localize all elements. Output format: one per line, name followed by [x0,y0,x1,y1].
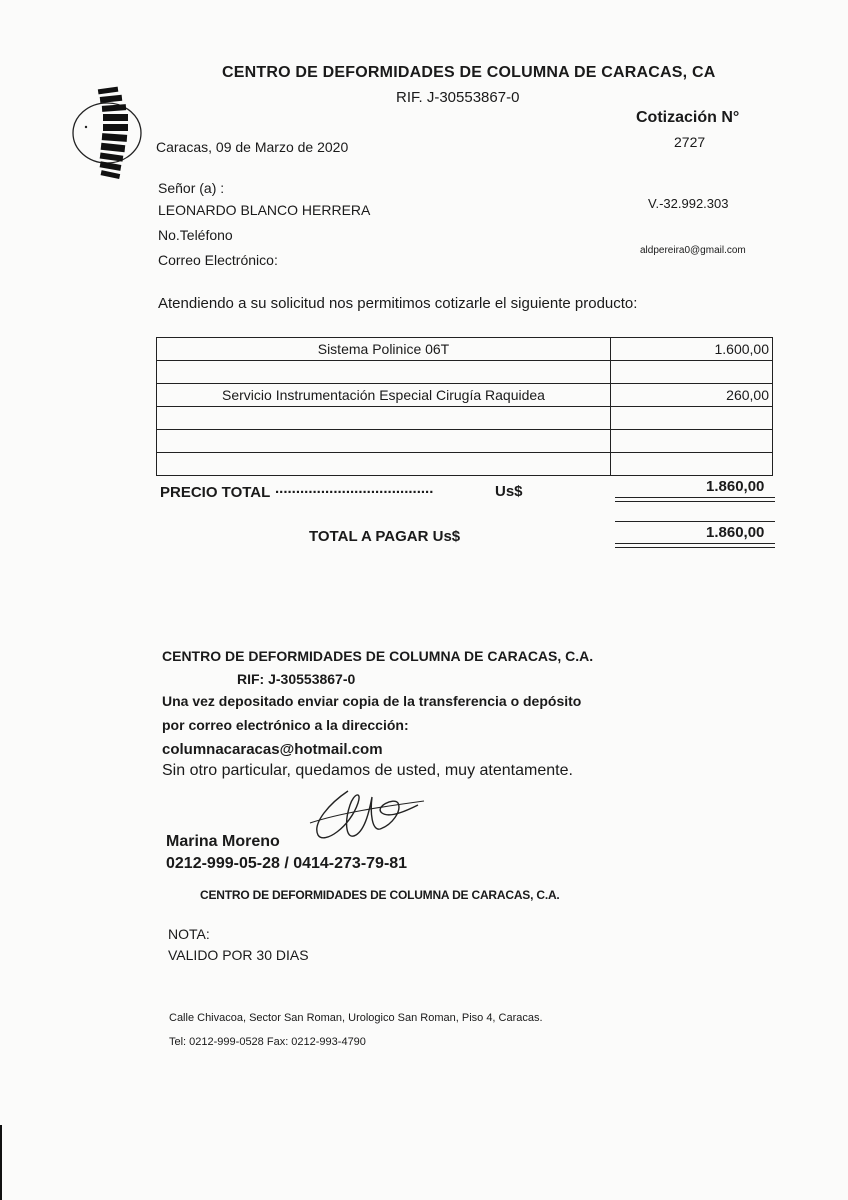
quote-label: Cotización N° [636,109,740,126]
item-amount [611,430,773,453]
signer-phone: 0212-999-05-28 / 0414-273-79-81 [166,855,408,872]
total-line [615,521,775,522]
total-line [615,547,775,548]
table-row [157,453,773,476]
total-line [615,543,775,544]
closing-text: Sin otro particular, quedamos de usted, muy atentamente. [162,762,573,779]
footer-company: CENTRO DE DEFORMIDADES DE COLUMNA DE CARACAS, C.A. [162,648,594,664]
client-name: LEONARDO BLANCO HERRERA [158,202,371,218]
phone-label: No.Teléfono [158,227,233,243]
precio-total-dots: ...................................... [275,480,434,497]
item-amount: 260,00 [611,384,773,407]
table-row [157,361,773,384]
company-tel-fax: Tel: 0212-999-0528 Fax: 0212-993-4790 [169,1036,366,1048]
precio-total-value: 1.860,00 [706,478,765,495]
instructions-line-2: por correo electrónico a la dirección: [162,717,409,733]
item-description [157,361,611,384]
company-stamp: CENTRO DE DEFORMIDADES DE COLUMNA DE CARACAS, C.A. [200,888,560,902]
item-amount [611,361,773,384]
footer-rif: RIF: J-30553867-0 [237,671,356,687]
item-amount [611,407,773,430]
total-pagar-value: 1.860,00 [706,524,765,541]
item-description [157,453,611,476]
table-row [157,407,773,430]
signer-name: Marina Moreno [166,833,280,850]
item-description [157,407,611,430]
company-logo [70,85,160,185]
total-pagar-label: TOTAL A PAGAR Us$ [309,528,461,545]
client-email: aldpereira0@gmail.com [640,245,746,256]
company-name: CENTRO DE DEFORMIDADES DE COLUMNA DE CARACAS, CA [222,64,716,81]
precio-total-currency: Us$ [495,483,523,500]
table-row [157,430,773,453]
item-amount: 1.600,00 [611,338,773,361]
quote-number: 2727 [674,134,706,150]
client-id: V.-32.992.303 [648,196,729,211]
signature [300,783,430,848]
email-label: Correo Electrónico: [158,252,278,268]
company-address: Calle Chivacoa, Sector San Roman, Urologico San Roman, Piso 4, Caracas. [169,1012,543,1024]
company-rif: RIF. J-30553867-0 [396,89,520,106]
date: Caracas, 09 de Marzo de 2020 [156,139,349,155]
nota-text: VALIDO POR 30 DIAS [168,947,309,963]
instructions-line-1: Una vez depositado enviar copia de la transferencia o depósito [162,693,582,709]
footer-email: columnacaracas@hotmail.com [162,741,383,758]
total-line [615,497,775,498]
intro-text: Atendiendo a su solicitud nos permitimos cotizarle el siguiente producto: [158,295,638,312]
nota-label: NOTA: [168,926,210,942]
table-row [157,338,773,361]
precio-total-label: PRECIO TOTAL [160,484,271,501]
table-row [157,384,773,407]
item-description: Sistema Polinice 06T [157,338,611,361]
total-line [615,501,775,502]
item-description: Servicio Instrumentación Especial Cirugía Raquidea [157,384,611,407]
salutation: Señor (a) : [158,180,225,196]
scan-edge-mark [0,1125,2,1200]
item-description [157,430,611,453]
item-amount [611,453,773,476]
items-table [156,337,773,476]
